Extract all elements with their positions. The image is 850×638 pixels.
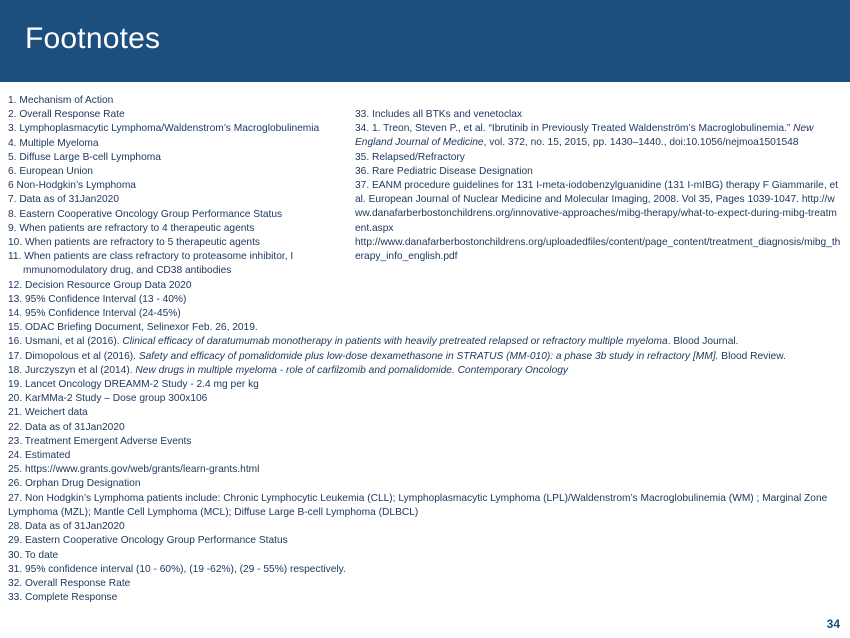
- footnote: 13. 95% Confidence Interval (13 - 40%): [8, 293, 187, 305]
- footnote: 15. ODAC Briefing Document, Selinexor Feb. 26, 2019.: [8, 322, 258, 334]
- footnote: 27. Non Hodgkin’s Lymphoma patients include: Chronic Lymphocytic Leukemia (CLL); Lymphoplasmacytic Lymphoma (LPL)/Waldenstrom’s Macroglobulinemia (WM) ; Marginal Zone Lymphoma (MZL); Mantle Cell Lymphoma (MCL); Diffuse Large B-cell Lymphoma (DLBCL): [8, 492, 828, 518]
- footnote: 6. European Union: [8, 166, 93, 178]
- footnote: 9. When patients are refractory to 4 therapeutic agents: [8, 222, 255, 234]
- footnote: 11. When patients are class refractory to proteasome inhibitor, I: [8, 251, 294, 263]
- footnote: 3. Lymphoplasmacytic Lymphoma/Waldenstrom’s Macroglobulinemia: [8, 123, 320, 135]
- footnote: 2. Overall Response Rate: [8, 109, 125, 121]
- footnote-37: 37. EANM procedure guidelines for 131 I-meta-iodobenzylguanidine (131 I-mIBG) therapy F Giammarile, et al. European Journal of Nuclear Medicine and Molecular Imaging, 2008. Vol 35, Pages 1039-1047. http://www.danafarberbostonchildrens.org/innovative-approaches/mibg-therapy/what-to-expect-during-mibg-treatment.aspx: [355, 180, 839, 234]
- footnote-17: 17. Dimopolous et al (2016). Safety and efficacy of pomalidomide plus low-dose dexamethasone in STRATUS (MM-010): a phase 3b study in refractory [MM]. Blood Review.: [8, 350, 786, 362]
- footnote: 28. Data as of 31Jan2020: [8, 521, 125, 533]
- footnote: 23. Treatment Emergent Adverse Events: [8, 435, 192, 447]
- footnote-link: 25. https://www.grants.gov/web/grants/learn-grants.html: [8, 464, 260, 476]
- footnote: 20. KarMMa-2 Study – Dose group 300x106: [8, 393, 208, 405]
- footnote: 8. Eastern Cooperative Oncology Group Performance Status: [8, 208, 283, 220]
- footnote: 31. 95% confidence interval (10 - 60%), (19 -62%), (29 - 55%) respectively.: [8, 563, 346, 575]
- footnote: 1. Mechanism of Action: [8, 95, 114, 106]
- footnote: 12. Decision Resource Group Data 2020: [8, 279, 192, 291]
- footnote-35: 35. Relapsed/Refractory: [355, 151, 465, 163]
- footnote-18: 18. Jurczyszyn et al (2014). New drugs in multiple myeloma - role of carfilzomib and pomalidomide. Contemporary Oncology: [8, 364, 568, 376]
- footnote: 14. 95% Confidence Interval (24-45%): [8, 308, 181, 320]
- footnotes-right-column: [355, 108, 841, 264]
- footnote: 21. Weichert data: [8, 407, 88, 419]
- footnote-url: http://www.danafarberbostonchildrens.org/uploadedfiles/content/page_content/treatment_diagnosis/mibg_therapy_info_english.pdf: [355, 236, 841, 263]
- footnote: 32. Overall Response Rate: [8, 577, 131, 589]
- page-title: Footnotes: [25, 22, 161, 55]
- footnote-16: 16. Usmani, et al (2016). Clinical efficacy of daratumumab monotherapy in patients with heavily pretreated relapsed or refractory multiple myeloma. Blood Journal.: [8, 336, 739, 348]
- footnote: 7. Data as of 31Jan2020: [8, 194, 120, 206]
- footnote: 22. Data as of 31Jan2020: [8, 421, 125, 433]
- footnote: 30. To date: [8, 549, 59, 561]
- footnote: 29. Eastern Cooperative Oncology Group Performance Status: [8, 535, 288, 547]
- footnote-34: 34. 1. Treon, Steven P., et al. “Ibrutinib in Previously Treated Waldenström’s Macroglobulinemia.” New England Journal of Medicine, vol. 372, no. 15, 2015, pp. 1430–1440., doi:10.1056/nejmoa1501548: [355, 123, 814, 149]
- footnote-36: 36. Rare Pediatric Disease Designation: [355, 165, 533, 177]
- footnote: 24. Estimated: [8, 450, 71, 462]
- footnote-33: 33. Includes all BTKs and venetoclax: [355, 109, 523, 120]
- footnote: 10. When patients are refractory to 5 therapeutic agents: [8, 237, 261, 249]
- footnote: 26. Orphan Drug Designation: [8, 478, 141, 490]
- footnote: 5. Diffuse Large B-cell Lymphoma: [8, 151, 161, 163]
- page-number: 34: [826, 617, 840, 631]
- footnote: 33. Complete Response: [8, 592, 118, 604]
- footnote: 4. Multiple Myeloma: [8, 137, 99, 149]
- title-bar: [0, 0, 850, 82]
- footnote: 6 Non-Hodgkin’s Lymphoma: [8, 180, 136, 192]
- footnote-continuation: mmunomodulatory drug, and CD38 antibodies: [23, 265, 232, 277]
- footnote: 19. Lancet Oncology DREAMM-2 Study - 2.4 mg per kg: [8, 379, 259, 391]
